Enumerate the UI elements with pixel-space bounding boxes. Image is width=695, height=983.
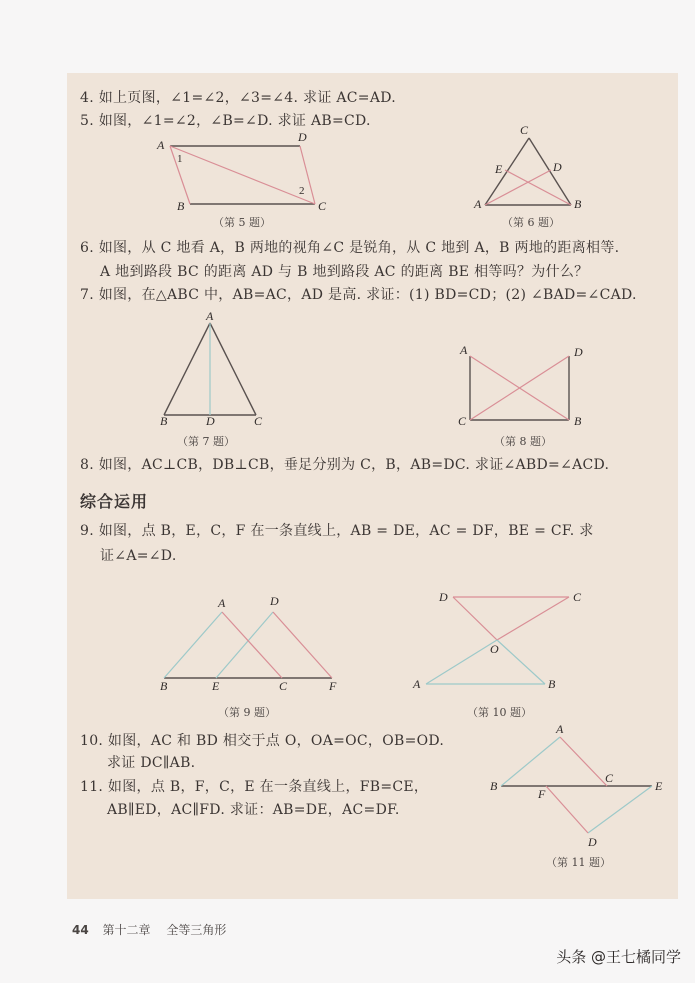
- point-label-D: D: [270, 594, 279, 608]
- problem-9-line-1: 9. 如图，点 B，E，C，F 在一条直线上，AB = DE，AC = DF，BE = CF. 求: [80, 523, 594, 539]
- problem-4: 4. 如上页图，∠1=∠2，∠3=∠4. 求证 AC=AD.: [80, 90, 397, 106]
- point-label-E: E: [495, 162, 503, 176]
- point-label-C: C: [520, 123, 529, 137]
- point-label-C: C: [279, 679, 288, 693]
- point-label-D: D: [553, 160, 562, 174]
- point-label-A: A: [206, 309, 214, 323]
- figure-7-caption: （第 7 题）: [177, 435, 235, 448]
- section-heading: 综合运用: [80, 492, 149, 511]
- chapter-title: 全等三角形: [166, 923, 227, 937]
- problem-10-line-2: 求证 DC∥AB.: [107, 755, 196, 771]
- figure-8-caption: （第 8 题）: [494, 435, 552, 448]
- point-label-E: E: [212, 679, 220, 693]
- point-label-B: B: [160, 679, 168, 693]
- point-label-D: D: [439, 590, 448, 604]
- problem-6-line-1: 6. 如图，从 C 地看 A，B 两地的视角∠C 是锐角，从 C 地到 A，B 两地的距离相等.: [80, 240, 620, 256]
- problem-11-line-2: AB∥ED，AC∥FD. 求证：AB=DE，AC=DF.: [107, 802, 400, 818]
- point-label-O: O: [490, 642, 499, 656]
- page-footer: [72, 921, 226, 938]
- point-label-D: D: [206, 414, 215, 428]
- chapter-label: 第十二章: [102, 923, 151, 937]
- point-label-F: F: [538, 787, 546, 801]
- segment-AB: [501, 737, 560, 786]
- watermark: 头条 @王七橘同学: [556, 948, 681, 966]
- point-label-D: D: [574, 345, 583, 359]
- point-label-E: E: [655, 779, 663, 793]
- point-label-C: C: [254, 414, 263, 428]
- problem-5: 5. 如图，∠1=∠2，∠B=∠D. 求证 AB=CD.: [80, 113, 371, 129]
- point-label-A: A: [218, 596, 226, 610]
- point-label-C: C: [573, 590, 582, 604]
- point-label-A: A: [474, 197, 482, 211]
- problem-11-line-1: 11. 如图，点 B，F，C，E 在一条直线上，FB=CE，: [80, 779, 429, 795]
- point-label-A: A: [460, 343, 468, 357]
- segment-DE: [588, 786, 652, 833]
- problem-8: 8. 如图，AC⊥CB，DB⊥CB，垂足分别为 C，B，AB=DC. 求证∠ABD=∠ACD.: [80, 457, 610, 473]
- figure-6-caption: （第 6 题）: [502, 216, 560, 229]
- problem-7: 7. 如图，在△ABC 中，AB=AC，AD 是高. 求证：(1) BD=CD；(2) ∠BAD=∠CAD.: [80, 287, 637, 303]
- point-label-B: B: [490, 779, 498, 793]
- point-label-C: C: [605, 771, 614, 785]
- figure-5-caption: （第 5 题）: [213, 216, 271, 229]
- figure-11-caption: （第 11 题）: [546, 856, 611, 869]
- problem-9-line-2: 证∠A=∠D.: [100, 548, 177, 564]
- segment-FD: [546, 786, 588, 833]
- segment-AC: [560, 737, 607, 786]
- point-label-B: B: [548, 677, 556, 691]
- point-label-B: B: [574, 197, 582, 211]
- point-label-C: C: [458, 414, 467, 428]
- figure-9-caption: （第 9 题）: [218, 706, 276, 719]
- point-label-B: B: [177, 199, 185, 213]
- point-label-C: C: [318, 199, 327, 213]
- point-label-2: 2: [299, 185, 305, 197]
- point-label-1: 1: [177, 153, 183, 165]
- figure-10-caption: （第 10 题）: [467, 706, 532, 719]
- point-label-B: B: [574, 414, 582, 428]
- point-label-F: F: [329, 679, 337, 693]
- problem-6-line-2: A 地到路段 BC 的距离 AD 与 B 地到路段 AC 的距离 BE 相等吗？为什么？: [100, 264, 589, 280]
- point-label-A: A: [556, 722, 564, 736]
- point-label-A: A: [413, 677, 421, 691]
- problem-10-line-1: 10. 如图，AC 和 BD 相交于点 O，OA=OC，OB=OD.: [80, 733, 445, 749]
- page-number: 44: [72, 923, 89, 937]
- point-label-D: D: [298, 130, 307, 144]
- point-label-B: B: [160, 414, 168, 428]
- point-label-D: D: [588, 835, 597, 849]
- point-label-A: A: [157, 138, 165, 152]
